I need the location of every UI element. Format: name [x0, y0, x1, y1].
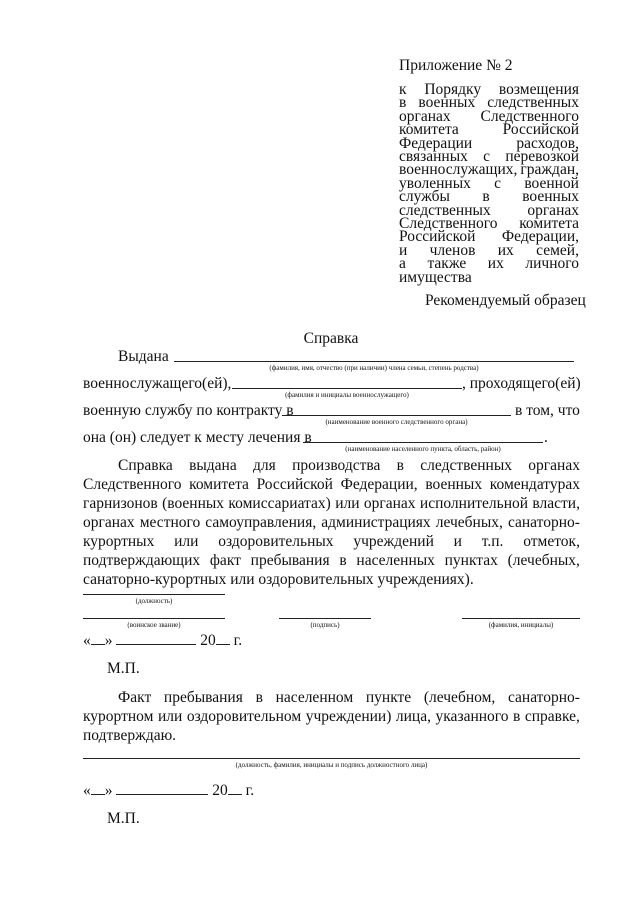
day-blank[interactable] [91, 644, 105, 645]
word: курортных [83, 533, 155, 550]
signature-line[interactable] [279, 618, 371, 619]
word: (военных [162, 495, 225, 512]
word: членов [429, 241, 476, 259]
word: или [157, 708, 183, 725]
word: их [487, 255, 504, 273]
word: указанного [435, 708, 509, 725]
word: уволенных [399, 174, 471, 192]
word: самоуправления, [205, 514, 317, 531]
year-blank[interactable] [216, 644, 230, 645]
year-prefix: 20 [200, 632, 216, 649]
serviceman-line[interactable] [232, 388, 462, 389]
word: Факт [118, 689, 152, 706]
word: органах [399, 107, 451, 125]
word: комитета [519, 215, 579, 233]
word: лечебных, [435, 514, 503, 531]
word: Следственного [83, 476, 182, 493]
word: органах [83, 514, 135, 531]
word: пункте [365, 689, 412, 706]
paragraph-last-line: санаторно-курортных или оздоровительных учреждениях). [83, 571, 474, 588]
word: расходов, [516, 134, 579, 152]
word: их [497, 241, 514, 259]
serviceman-caption: (фамилия и инициалы военнослужащего) [285, 391, 409, 399]
word: населенном [275, 689, 354, 706]
word: Следственного [480, 107, 579, 125]
official-caption: (должность, фамилия, инициалы и подпись должностного лица) [235, 761, 428, 769]
word: Порядку [424, 81, 482, 98]
word: с [494, 174, 502, 192]
word: и [453, 533, 462, 550]
word: т.п. [481, 533, 504, 550]
follows-line[interactable] [303, 442, 543, 443]
stamp2-label: М.П. [107, 810, 140, 827]
word: органах [363, 495, 416, 512]
word: военных [522, 188, 579, 206]
word: учреждении) [305, 708, 392, 725]
year2-suffix: г. [245, 782, 255, 799]
word: имущества [399, 268, 472, 286]
word: личного [525, 255, 579, 273]
word: местного [139, 514, 201, 531]
serving-label: , проходящего(ей) [462, 375, 581, 392]
issued-line[interactable] [174, 361, 574, 362]
word: для [253, 457, 276, 474]
issued-caption: (фамилия, имя, отчество (при наличии) члена семьи, степень родства) [269, 364, 479, 372]
word: в [399, 94, 407, 112]
paragraph-line [83, 513, 580, 532]
issued-label: Выдана [118, 348, 169, 365]
month-blank[interactable] [116, 644, 196, 645]
confirmation-paragraph [83, 688, 580, 745]
date2-open-quote: « [83, 782, 91, 799]
date2-close-quote: » [104, 782, 113, 799]
word: или [335, 495, 360, 512]
word: Российской [502, 121, 579, 139]
word: военных [418, 94, 476, 112]
word: выдана [189, 457, 237, 474]
follows-end: . [544, 429, 548, 446]
word: возмещения [498, 81, 579, 98]
word: пребывания [250, 552, 330, 569]
rank-caption: (воинское звание) [127, 621, 181, 629]
word: (лечебном, [423, 689, 496, 706]
word: пребывания [163, 689, 243, 706]
word: комиссариатах) [228, 495, 331, 512]
document-title: Справка [303, 330, 359, 347]
word: населенных [356, 552, 435, 569]
confirm-line [83, 688, 580, 707]
word: справке, [524, 708, 580, 725]
word: следственных [420, 457, 512, 474]
position-line[interactable] [83, 594, 225, 595]
paragraph-line [83, 494, 580, 513]
word: Российской [399, 228, 476, 246]
word: курортном [83, 708, 154, 725]
word: а [399, 255, 406, 273]
paragraph-line [83, 532, 580, 551]
year-suffix: г. [233, 632, 243, 649]
word: производства [292, 457, 381, 474]
serviceman-label: военнослужащего(ей), [83, 375, 232, 392]
word: отметок, [523, 533, 580, 550]
paragraph-line [83, 551, 580, 570]
purpose-paragraph [83, 456, 580, 589]
word: факт [209, 552, 241, 569]
word: Федерации, [501, 228, 579, 246]
name-caption: (фамилия, инициалы) [488, 621, 554, 629]
word: лица, [395, 708, 431, 725]
date-close-quote: » [104, 632, 113, 649]
word: Следственного [399, 215, 498, 233]
word: оздоровительном [186, 708, 302, 725]
word: в [339, 552, 347, 569]
word: Федерации [399, 134, 473, 152]
word: в [482, 188, 490, 206]
rank-line[interactable] [83, 618, 225, 619]
date-open-quote: « [83, 632, 91, 649]
signature-caption: (подпись) [310, 621, 340, 629]
confirm-line [83, 707, 580, 726]
word: санаторно- [507, 689, 580, 706]
word: военной [524, 174, 579, 192]
contract-label: военную службу по контракту в [83, 402, 294, 419]
paragraph-line [83, 456, 580, 475]
word: следственных [399, 201, 491, 219]
contract-caption: (наименование военного следственного органа) [325, 418, 468, 426]
contract-suffix: в том, что [515, 402, 580, 419]
word: к [399, 81, 407, 98]
day2-blank[interactable] [91, 794, 105, 795]
follows-caption: (наименование населенного пункта, область, район) [345, 445, 501, 453]
year2-blank[interactable] [228, 794, 242, 795]
word: с [483, 148, 491, 166]
appendix-description [399, 83, 579, 284]
word: в [396, 457, 404, 474]
appendix-title: Приложение № 2 [399, 57, 513, 74]
contract-line[interactable] [282, 415, 511, 416]
word: комитета [189, 476, 249, 493]
word: следственных [487, 94, 579, 112]
word: связанных [399, 148, 468, 166]
word: также [427, 255, 467, 273]
stamp-label: М.П. [107, 660, 140, 677]
word: пунктах [444, 552, 498, 569]
official-line[interactable] [83, 758, 580, 759]
word: органах [528, 457, 580, 474]
word: граждан, [520, 161, 579, 179]
word: военнослужащих, [399, 161, 518, 179]
word: власти, [532, 495, 580, 512]
word: в [255, 689, 263, 706]
word: органах [527, 201, 579, 219]
word: подтверждающих [83, 552, 201, 569]
word: перевозкой [505, 148, 579, 166]
word: Справка [118, 457, 173, 474]
word: исполнительной [419, 495, 529, 512]
date-field [83, 632, 242, 650]
confirm-last-line: подтверждаю. [83, 727, 177, 744]
month2-blank[interactable] [116, 794, 208, 795]
year2-prefix: 20 [212, 782, 228, 799]
word: службы [399, 188, 450, 206]
word: и [399, 241, 408, 259]
appendix-line [399, 268, 579, 286]
word: военных [425, 476, 483, 493]
date2-field [83, 782, 254, 800]
word: учреждений [353, 533, 434, 550]
word: администрациях [321, 514, 431, 531]
word: санаторно- [507, 514, 580, 531]
word: в [513, 708, 521, 725]
word: оздоровительных [218, 533, 334, 550]
follows-label: она (он) следует к месту лечения в [83, 429, 312, 446]
word: гарнизонов [83, 495, 158, 512]
name-line[interactable] [462, 618, 580, 619]
word: Российской [256, 476, 333, 493]
word: Федерации, [340, 476, 418, 493]
position-caption: (должность) [135, 597, 173, 605]
sample-note: Рекомендуемый образец [425, 292, 586, 309]
word: комендатурах [489, 476, 580, 493]
word: (лечебных, [507, 552, 580, 569]
word: или [174, 533, 199, 550]
word: комитета [399, 121, 459, 139]
word: семей, [536, 241, 579, 259]
paragraph-line [83, 475, 580, 494]
